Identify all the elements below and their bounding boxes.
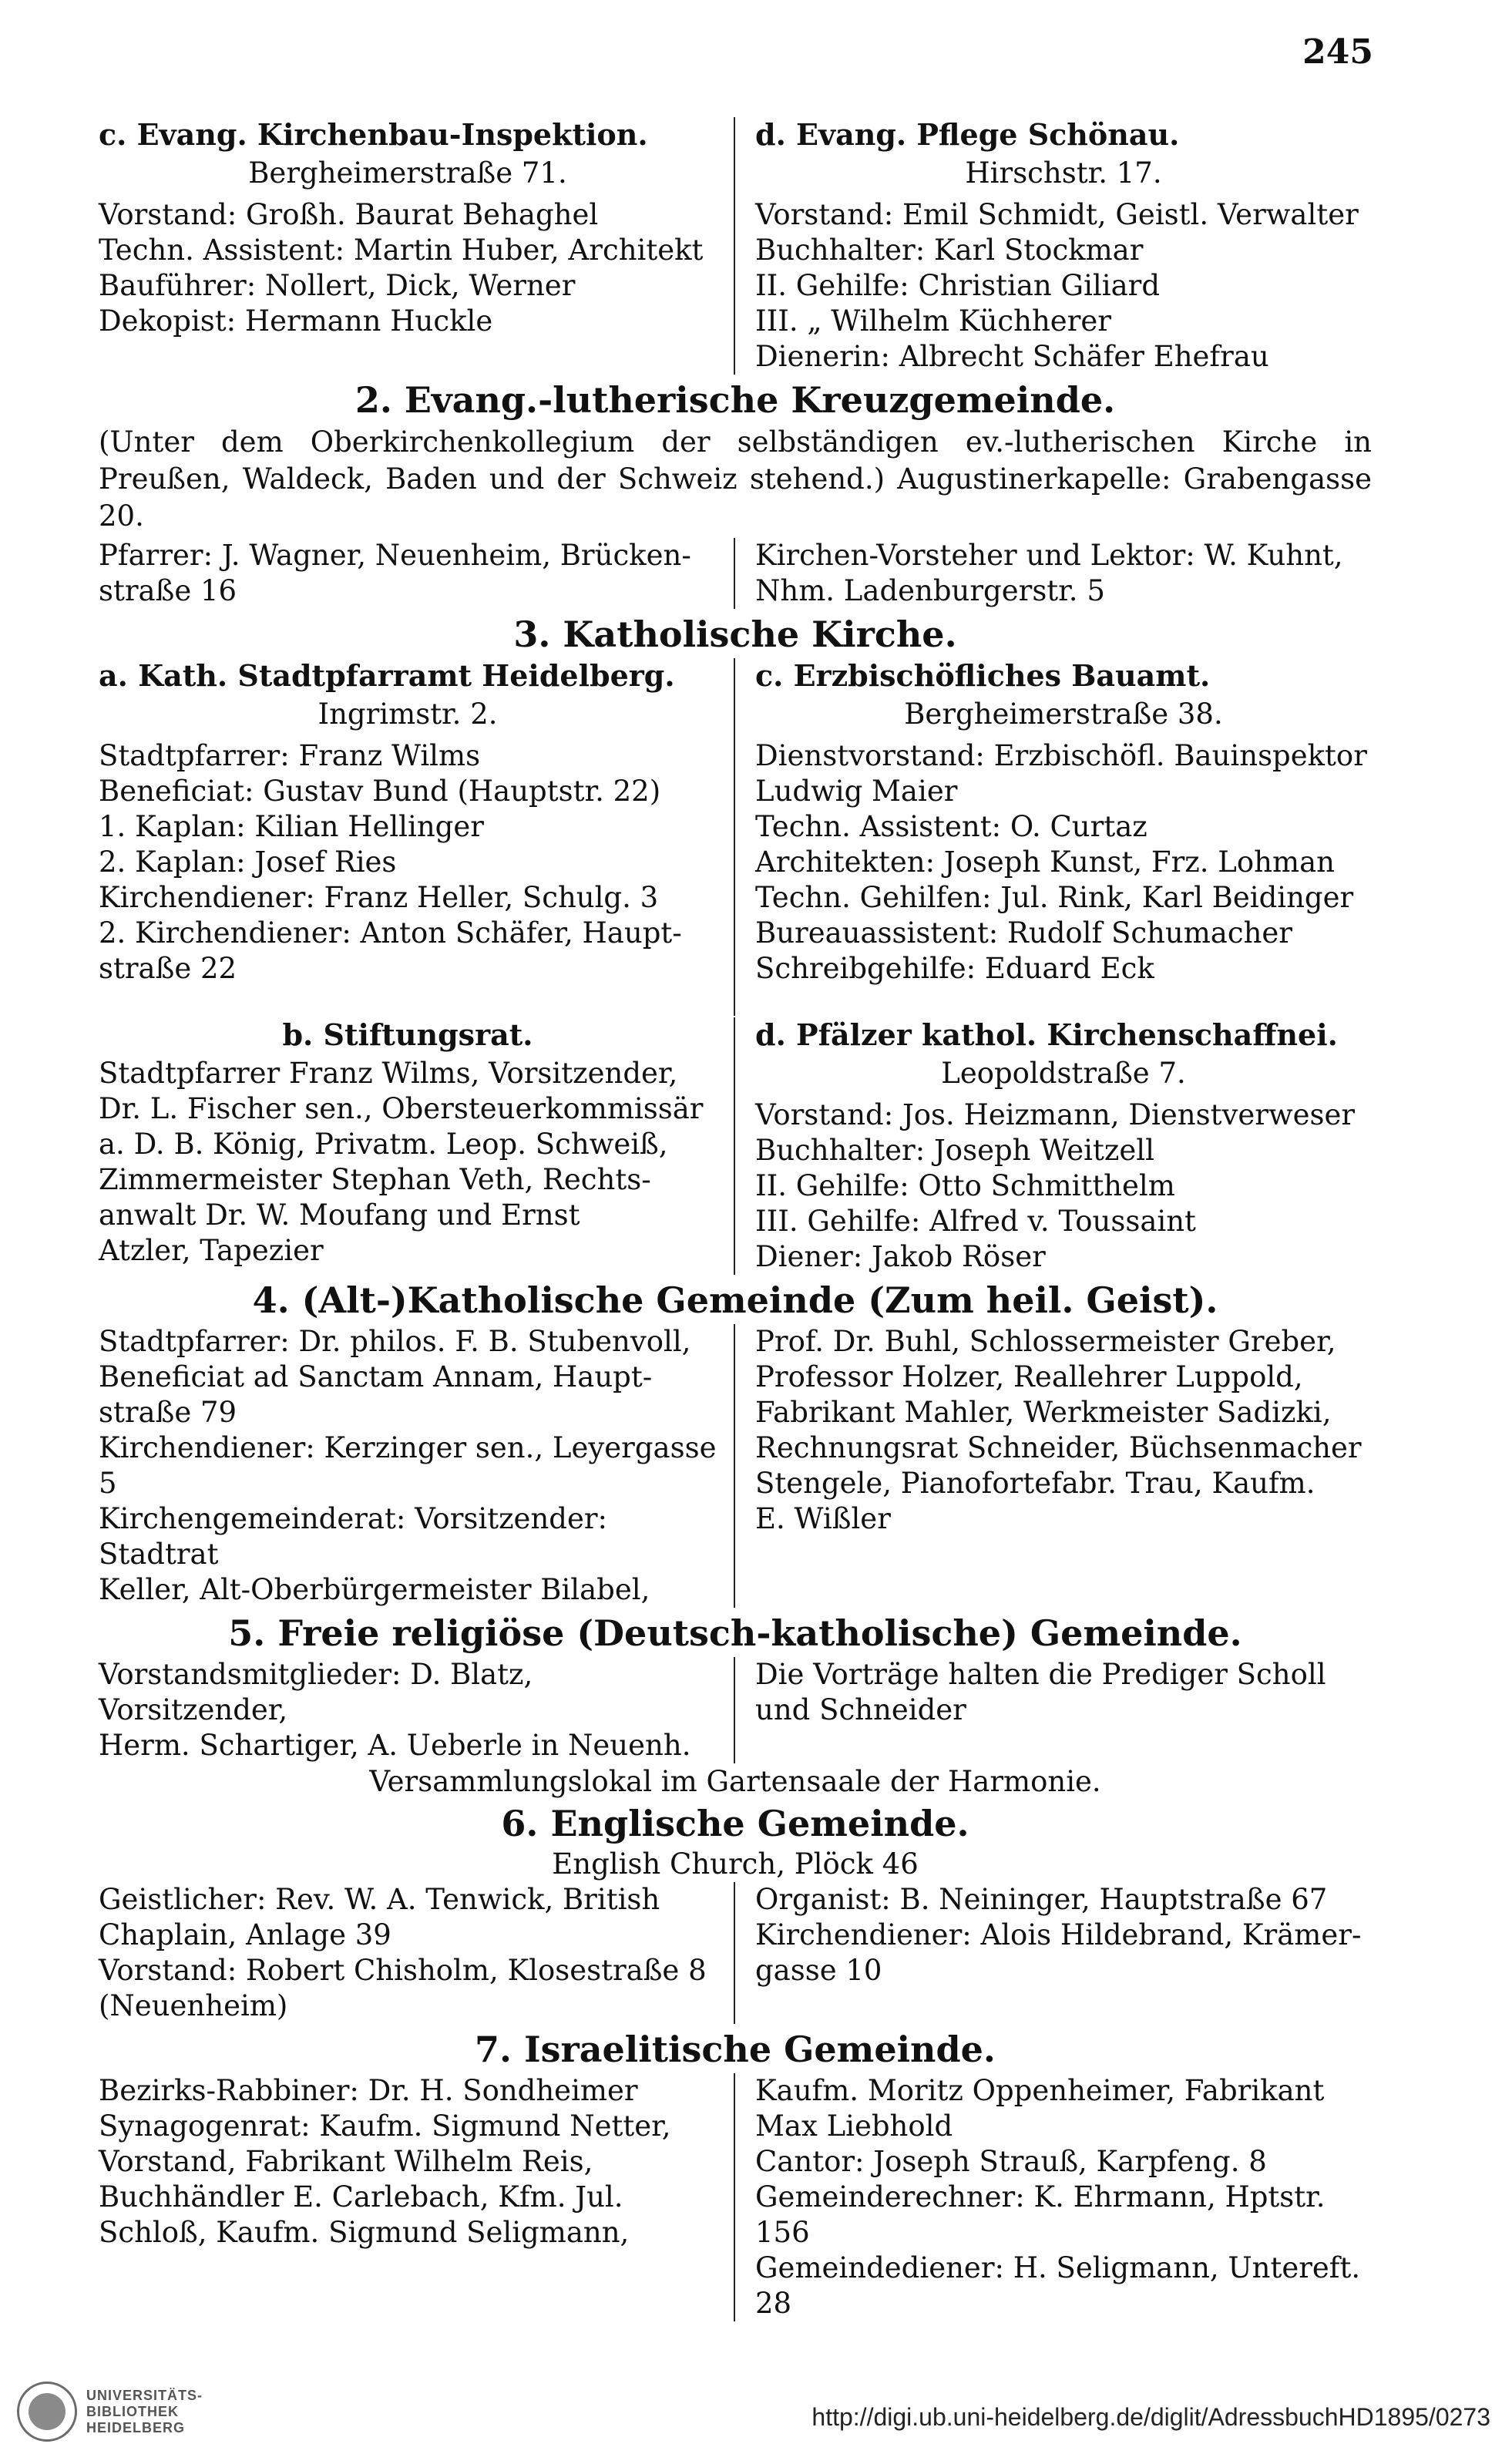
- bauamt-heading: c. Erzbischöfliches Bauamt.: [755, 658, 1211, 693]
- lutherische-block: [99, 538, 1372, 609]
- list-item: Ludwig Maier: [755, 775, 958, 808]
- list-item: Kirchendiener: Alois Hildebrand, Krämer-: [755, 1918, 1362, 1951]
- list-item: 1. Kaplan: Kilian Hellinger: [99, 810, 484, 843]
- evang-offices-block: [99, 117, 1372, 375]
- kirchenschaffnei-address: Leopoldstraße 7.: [941, 1057, 1186, 1090]
- list-item: Nhm. Ladenburgerstr. 5: [755, 574, 1105, 607]
- list-item: Chaplain, Anlage 39: [99, 1918, 391, 1951]
- list-item: II. Gehilfe: Otto Schmitthelm: [755, 1169, 1175, 1202]
- freireligioese-block: [99, 1657, 1372, 1763]
- list-item: Kirchengemeinderat: Vorsitzender: Stadtrat: [99, 1502, 608, 1571]
- lutherische-description: (Unter dem Oberkirchenkollegium der selbständigen ev.-lutherischen Kirche in Preußen, Waldeck, Baden und der Schweiz stehend.) Augustinerkapelle: Grabengasse 20.: [99, 425, 1372, 533]
- bauamt-column: [735, 658, 1372, 1016]
- list-item: Bauführer: Nollert, Dick, Werner: [99, 269, 576, 302]
- list-item: Schreibgehilfe: Eduard Eck: [755, 952, 1154, 985]
- englische-address: English Church, Plöck 46: [552, 1847, 919, 1881]
- list-item: Dekopist: Hermann Huckle: [99, 304, 493, 338]
- section-title-lutherische: 2. Evang.-lutherische Kreuzgemeinde.: [354, 379, 1116, 421]
- logo-line: BIBLIOTHEK: [86, 2403, 179, 2419]
- altkatholische-block: [99, 1324, 1372, 1608]
- list-item: Buchhalter: Joseph Weitzell: [755, 1134, 1154, 1167]
- list-item: Atzler, Tapezier: [99, 1234, 324, 1267]
- kirchenbau-inspektion-heading: c. Evang. Kirchenbau-Inspektion.: [99, 117, 648, 152]
- library-logo-text: [86, 2388, 203, 2436]
- kirchenschaffnei-column: [735, 1017, 1372, 1275]
- list-item: Herm. Schartiger, A. Ueberle in Neuenh.: [99, 1729, 691, 1762]
- list-item: II. Gehilfe: Christian Giliard: [755, 269, 1161, 302]
- list-item: Buchhändler E. Carlebach, Kfm. Jul.: [99, 2180, 623, 2214]
- list-item: Dienerin: Albrecht Schäfer Ehefrau: [755, 340, 1269, 373]
- list-item: Dienstvorstand: Erzbischöfl. Bauinspektor: [755, 739, 1367, 772]
- list-item: Keller, Alt-Oberbürgermeister Bilabel,: [99, 1573, 650, 1606]
- altkatholische-right-column: [735, 1324, 1372, 1608]
- list-item: Bezirks-Rabbiner: Dr. H. Sondheimer: [99, 2074, 638, 2107]
- lutherische-left-column: [99, 538, 735, 609]
- list-item: E. Wißler: [755, 1502, 891, 1535]
- list-item: 2. Kaplan: Josef Ries: [99, 845, 397, 879]
- list-item: Dr. L. Fischer sen., Obersteuerkommissär: [99, 1092, 704, 1125]
- list-item: straße 16: [99, 574, 237, 607]
- list-item: Buchhalter: Karl Stockmar: [755, 234, 1144, 267]
- list-item: Stadtpfarrer: Franz Wilms: [99, 739, 481, 772]
- list-item: Stadtpfarrer: Dr. philos. F. B. Stubenvoll,: [99, 1325, 691, 1358]
- list-item: Kaufm. Moritz Oppenheimer, Fabrikant: [755, 2074, 1325, 2107]
- logo-line: UNIVERSITÄTS-: [86, 2387, 203, 2403]
- englische-left-column: [99, 1882, 735, 2024]
- list-item: Techn. Assistent: Martin Huber, Architekt: [99, 234, 704, 267]
- list-item: 2. Kirchendiener: Anton Schäfer, Haupt-: [99, 916, 682, 950]
- seal-icon: [17, 2382, 77, 2442]
- list-item: Die Vorträge halten die Prediger Scholl: [755, 1658, 1326, 1691]
- section-title-israelitische: 7. Israelitische Gemeinde.: [475, 2029, 996, 2070]
- freireligioese-venue: Versammlungslokal im Gartensaale der Harmonie.: [369, 1765, 1101, 1798]
- list-item: Beneficiat: Gustav Bund (Hauptstr. 22): [99, 775, 661, 808]
- list-item: Kirchendiener: Franz Heller, Schulg. 3: [99, 881, 659, 914]
- englische-right-column: [735, 1882, 1372, 2024]
- list-item: Synagogenrat: Kaufm. Sigmund Netter,: [99, 2109, 671, 2143]
- list-item: Gemeindediener: H. Seligmann, Untereft. 28: [755, 2251, 1361, 2320]
- kirchenbau-inspektion-address: Bergheimerstraße 71.: [248, 156, 567, 190]
- list-item: Gemeinderechner: K. Ehrmann, Hptstr. 156: [755, 2180, 1326, 2249]
- pflege-schoenau-address: Hirschstr. 17.: [965, 156, 1162, 190]
- list-item: Vorstandsmitglieder: D. Blatz, Vorsitzender,: [99, 1658, 533, 1726]
- list-item: Kirchen-Vorsteher und Lektor: W. Kuhnt,: [755, 539, 1343, 572]
- section-title-englische: 6. Englische Gemeinde.: [501, 1803, 969, 1844]
- list-item: Vorstand: Großh. Baurat Behaghel: [99, 198, 599, 231]
- freireligioese-left-column: [99, 1657, 735, 1763]
- list-item: Kirchendiener: Kerzinger sen., Leyergasse 5: [99, 1431, 717, 1500]
- section-title-freireligioese: 5. Freie religiöse (Deutsch-katholische) Gemeinde.: [228, 1612, 1242, 1654]
- bauamt-address: Bergheimerstraße 38.: [904, 698, 1223, 731]
- list-item: gasse 10: [755, 1954, 882, 1987]
- list-item: Vorstand: Emil Schmidt, Geistl. Verwalter: [755, 198, 1359, 231]
- list-item: Schloß, Kaufm. Sigmund Seligmann,: [99, 2216, 630, 2249]
- source-url-link[interactable]: http://digi.ub.uni-heidelberg.de/diglit/AdressbuchHD1895/0273: [811, 2403, 1490, 2431]
- israelitische-block: [99, 2073, 1372, 2321]
- list-item: Geistlicher: Rev. W. A. Tenwick, British: [99, 1883, 660, 1916]
- list-item: Fabrikant Mahler, Werkmeister Sadizki,: [755, 1396, 1332, 1429]
- list-item: Techn. Gehilfen: Jul. Rink, Karl Beidinger: [755, 881, 1354, 914]
- list-item: und Schneider: [755, 1693, 966, 1726]
- freireligioese-right-column: [735, 1657, 1372, 1763]
- lutherische-right-column: [735, 538, 1372, 609]
- stadtpfarramt-column: [99, 658, 735, 1016]
- list-item: a. D. B. König, Privatm. Leop. Schweiß,: [99, 1128, 668, 1161]
- list-item: Professor Holzer, Reallehrer Luppold,: [755, 1360, 1303, 1393]
- katholische-block-top: [99, 658, 1372, 1016]
- israelitische-left-column: [99, 2073, 735, 2321]
- list-item: Stengele, Pianofortefabr. Trau, Kaufm.: [755, 1467, 1315, 1500]
- list-item: Vorstand, Fabrikant Wilhelm Reis,: [99, 2145, 593, 2178]
- list-item: Architekten: Joseph Kunst, Frz. Lohman: [755, 845, 1335, 879]
- page-number: 245: [1302, 32, 1373, 72]
- library-logo: [17, 2382, 203, 2442]
- list-item: (Neuenheim): [99, 1989, 288, 2022]
- list-item: Beneficiat ad Sanctam Annam, Haupt-: [99, 1360, 653, 1393]
- list-item: Pfarrer: J. Wagner, Neuenheim, Brücken-: [99, 539, 691, 572]
- list-item: Max Liebhold: [755, 2109, 953, 2143]
- katholische-block-bottom: [99, 1017, 1372, 1275]
- list-item: straße 79: [99, 1396, 237, 1429]
- altkatholische-left-column: [99, 1324, 735, 1608]
- englische-block: [99, 1882, 1372, 2024]
- list-item: Diener: Jakob Röser: [755, 1240, 1046, 1273]
- kirchenbau-inspektion-column: [99, 117, 735, 375]
- stadtpfarramt-address: Ingrimstr. 2.: [318, 698, 498, 731]
- list-item: Organist: B. Neininger, Hauptstraße 67: [755, 1883, 1328, 1916]
- list-item: straße 22: [99, 952, 237, 985]
- pflege-schoenau-heading: d. Evang. Pflege Schönau.: [755, 117, 1180, 152]
- kirchenschaffnei-heading: d. Pfälzer kathol. Kirchenschaffnei.: [755, 1017, 1338, 1052]
- list-item: Rechnungsrat Schneider, Büchsenmacher: [755, 1431, 1362, 1464]
- pflege-schoenau-column: [735, 117, 1372, 375]
- section-title-katholische: 3. Katholische Kirche.: [513, 613, 957, 655]
- stadtpfarramt-heading: a. Kath. Stadtpfarramt Heidelberg.: [99, 658, 675, 693]
- section-title-altkatholische: 4. (Alt-)Katholische Gemeinde (Zum heil. Geist).: [252, 1279, 1218, 1321]
- list-item: III. „ Wilhelm Küchherer: [755, 304, 1111, 338]
- list-item: Cantor: Joseph Strauß, Karpfeng. 8: [755, 2145, 1267, 2178]
- stiftungsrat-column: [99, 1017, 735, 1275]
- list-item: anwalt Dr. W. Moufang und Ernst: [99, 1198, 580, 1232]
- page-content: [99, 116, 1372, 2323]
- list-item: Techn. Assistent: O. Curtaz: [755, 810, 1147, 843]
- list-item: Vorstand: Jos. Heizmann, Dienstverweser: [755, 1098, 1356, 1131]
- list-item: Stadtpfarrer Franz Wilms, Vorsitzender,: [99, 1057, 678, 1090]
- list-item: Prof. Dr. Buhl, Schlossermeister Greber,: [755, 1325, 1336, 1358]
- stiftungsrat-heading: b. Stiftungsrat.: [282, 1017, 533, 1052]
- logo-line: HEIDELBERG: [86, 2419, 186, 2435]
- list-item: Vorstand: Robert Chisholm, Klosestraße 8: [99, 1954, 707, 1987]
- israelitische-right-column: [735, 2073, 1372, 2321]
- list-item: Zimmermeister Stephan Veth, Rechts-: [99, 1163, 651, 1196]
- list-item: Bureauassistent: Rudolf Schumacher: [755, 916, 1292, 950]
- list-item: III. Gehilfe: Alfred v. Toussaint: [755, 1205, 1196, 1238]
